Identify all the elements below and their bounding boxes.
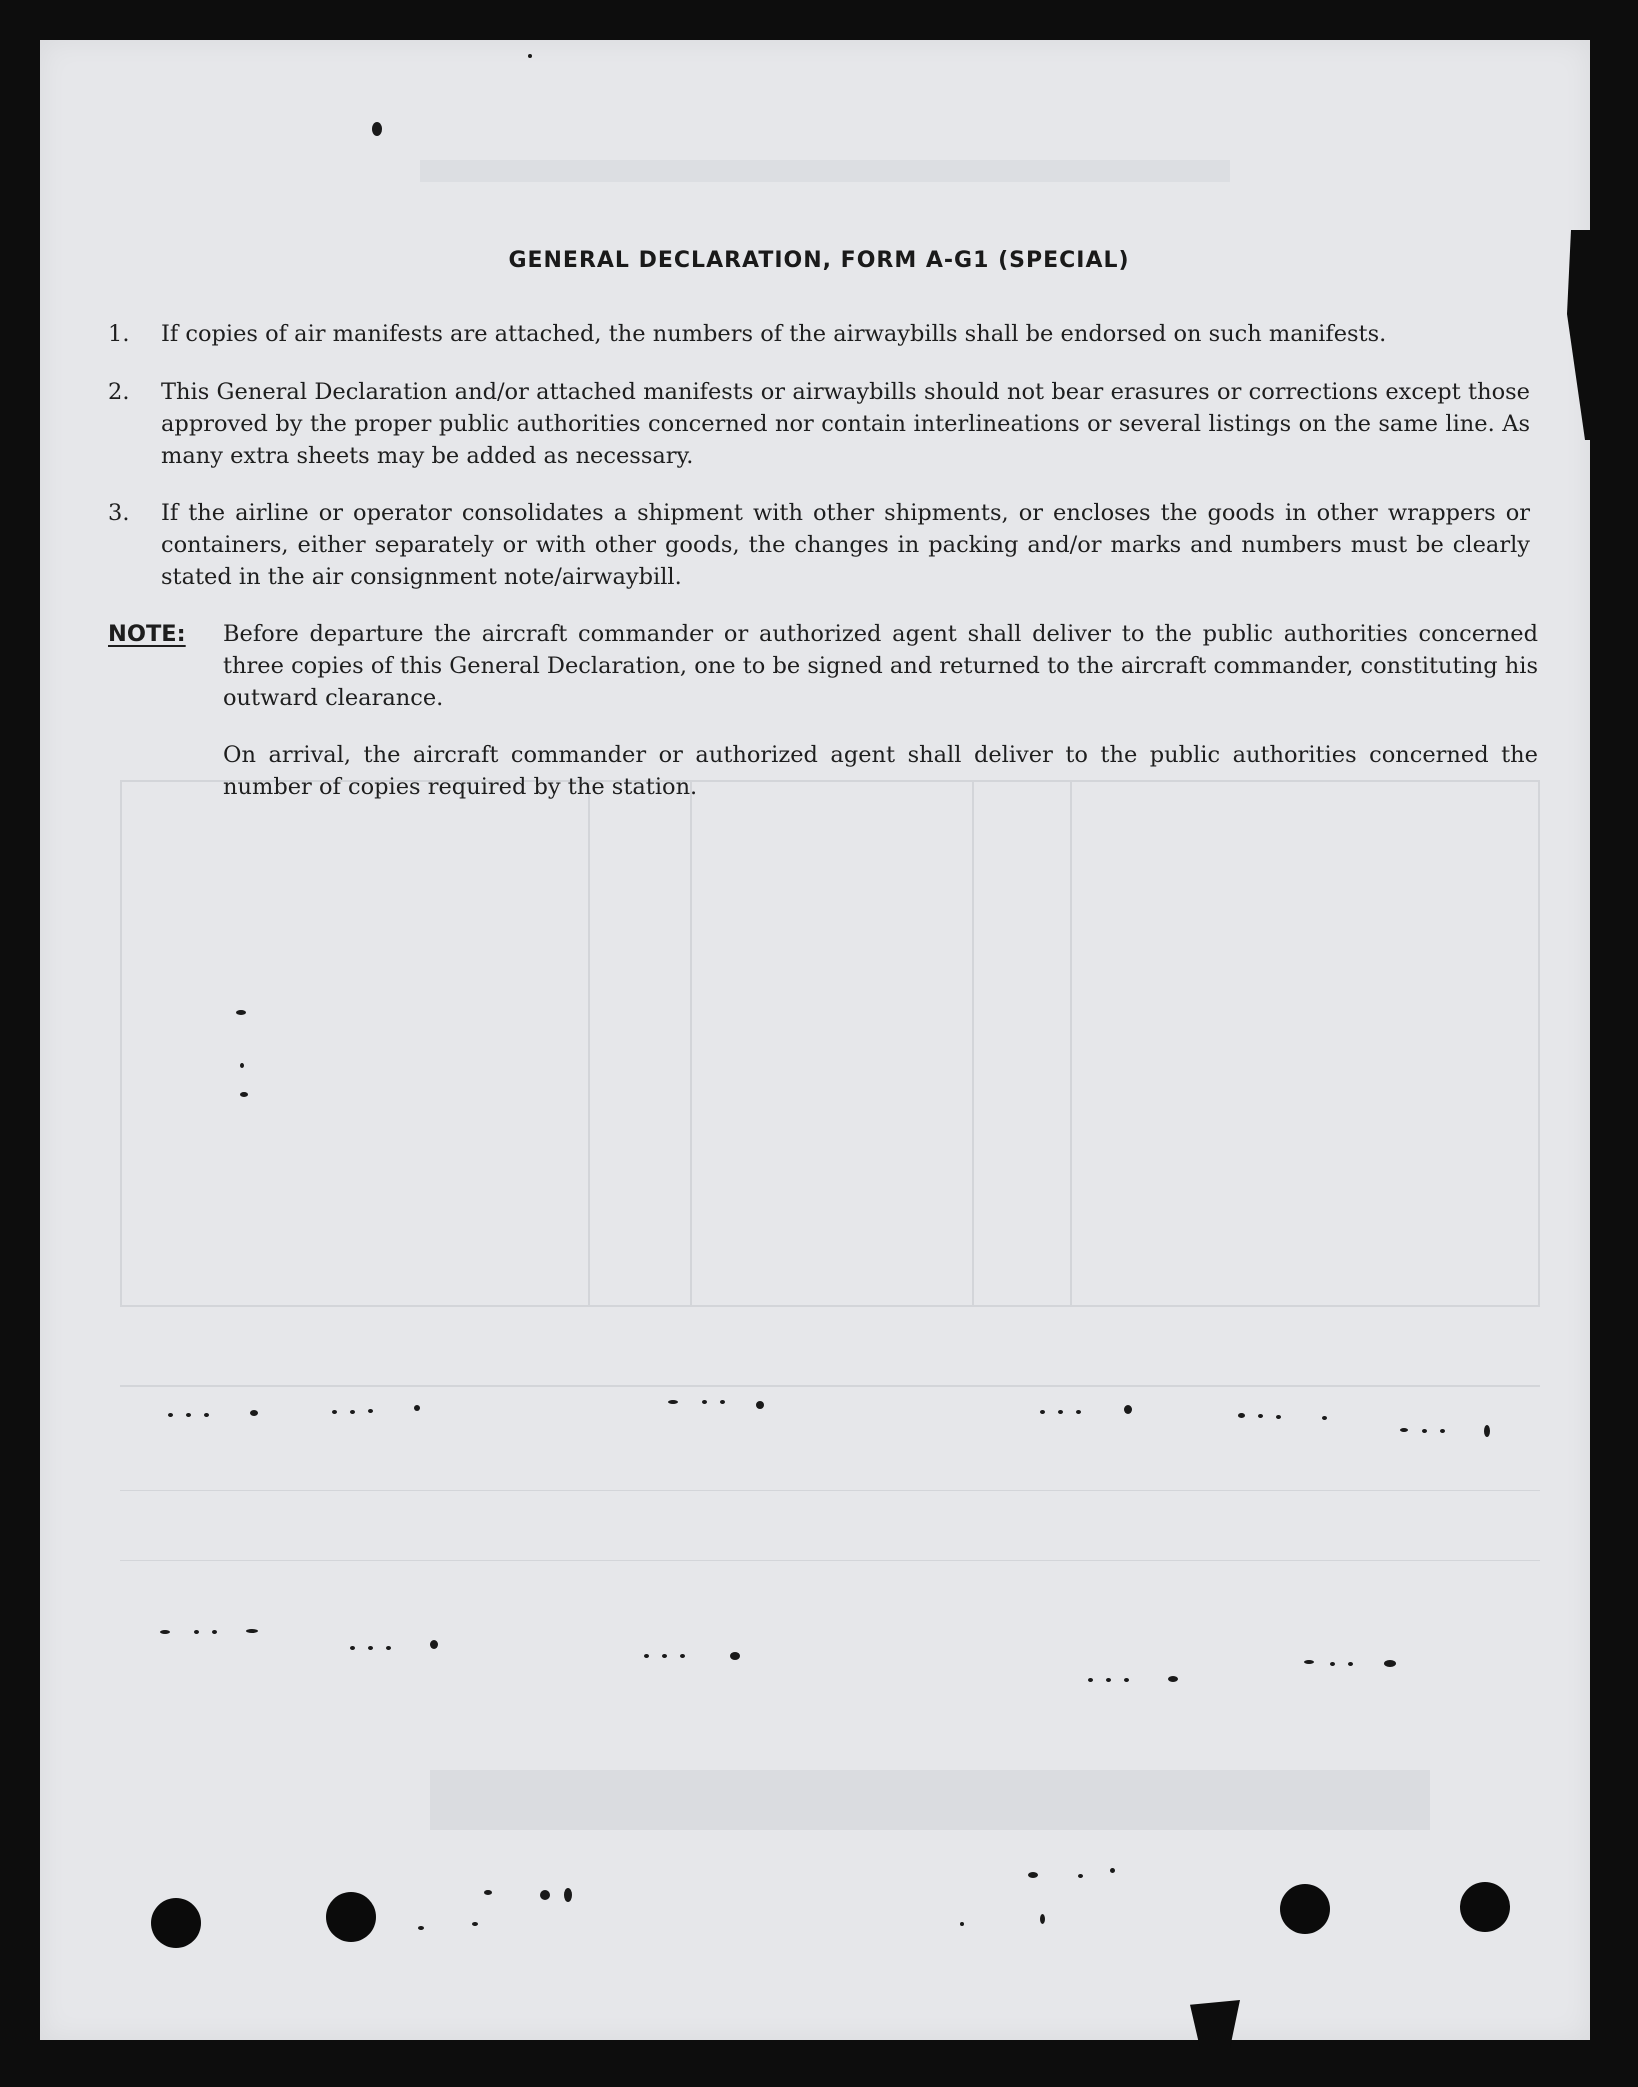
punch-hole <box>326 1892 376 1942</box>
torn-corner <box>1190 2000 1240 2048</box>
item-text: This General Declaration and/or attached manifests or airwaybills should not bear erasures or corrections except those approved by the proper public authorities concerned nor contain interlineations or several listings on the same line. As many extra sheets may be added as necessary. <box>161 379 1530 469</box>
item-number: 3. <box>108 500 130 526</box>
note-paragraph-arrival: On arrival, the aircraft commander or authorized agent shall deliver to the public authorities concerned the number of copies required by the station. <box>223 742 1538 800</box>
instruction-item-2 <box>108 376 1530 472</box>
item-text: If copies of air manifests are attached, the numbers of the airwaybills shall be endorsed on such manifests. <box>161 321 1387 347</box>
item-number: 2. <box>108 379 130 405</box>
note-paragraph: Before departure the aircraft commander or authorized agent shall deliver to the public authorities concerned three copies of this General Declaration, one to be signed and returned to the aircraft commander, constituting his outward clearance. <box>223 621 1538 711</box>
instruction-item-1 <box>108 318 1530 350</box>
punch-hole <box>1460 1882 1510 1932</box>
punch-hole <box>151 1898 201 1948</box>
item-number: 1. <box>108 321 130 347</box>
page-title: GENERAL DECLARATION, FORM A-G1 (SPECIAL) <box>508 248 1130 273</box>
item-text: If the airline or operator consolidates a shipment with other shipments, or encloses the goods in other wrappers or containers, either separately or with other goods, the changes in packing and/or marks and numbers must be clearly stated in the air consignment note/airwaybill. <box>161 500 1530 590</box>
note-label: NOTE: <box>108 621 186 647</box>
note-block <box>108 618 1538 714</box>
punch-hole <box>1280 1884 1330 1934</box>
instruction-item-3 <box>108 497 1530 593</box>
